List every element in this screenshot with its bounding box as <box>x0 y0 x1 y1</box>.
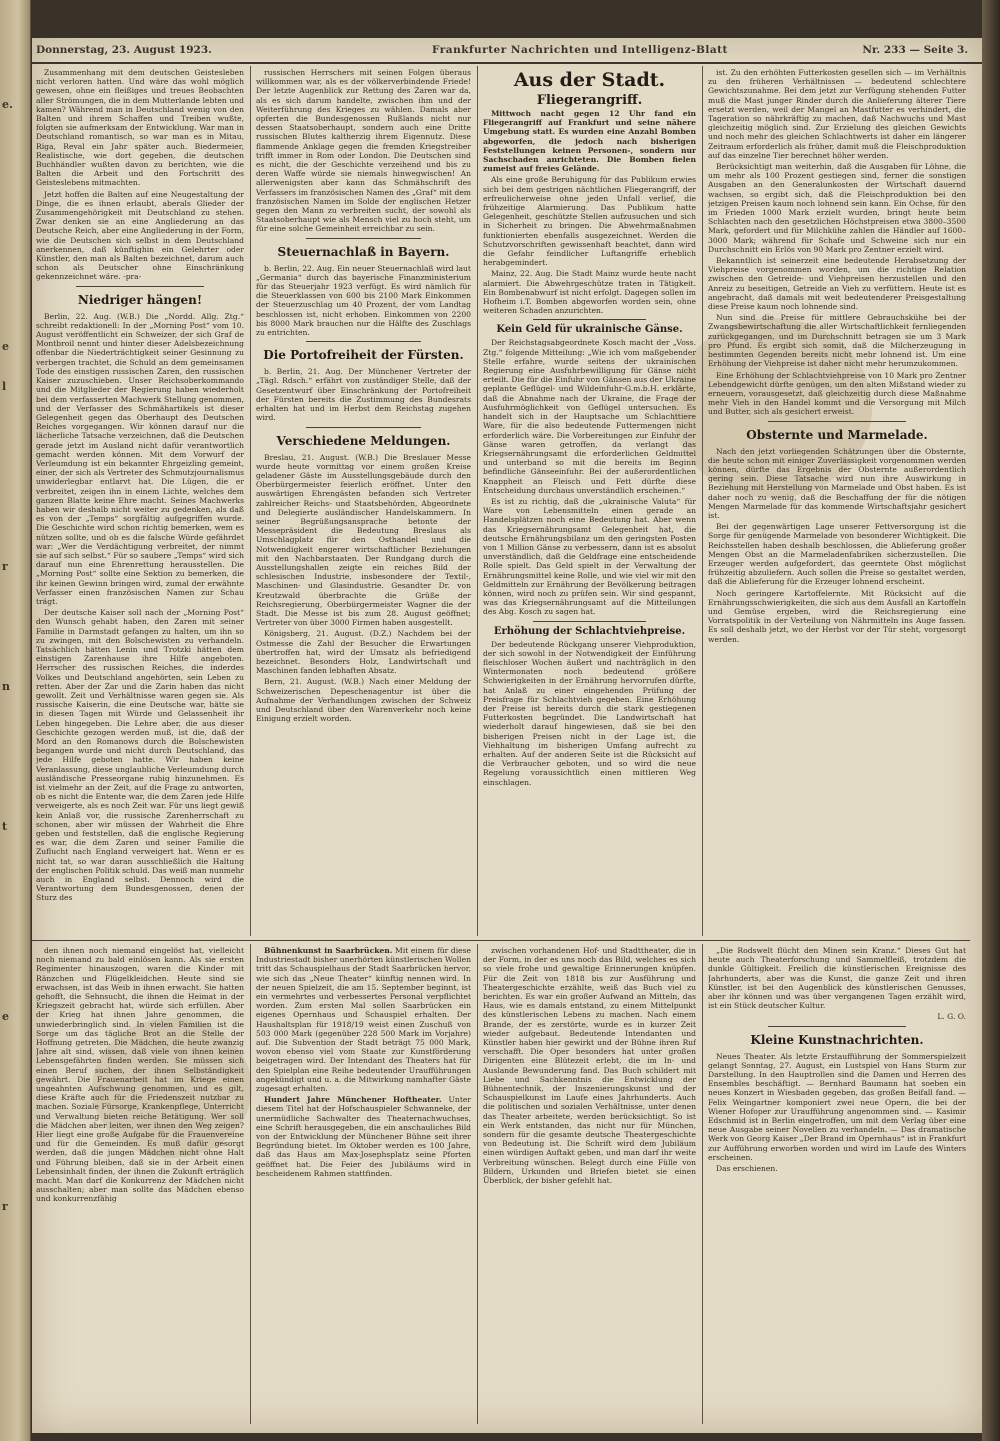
book-binding-edge <box>982 0 1000 1441</box>
article-heading: Hundert Jahre Münchener Hoftheater. <box>264 1095 442 1105</box>
article-heading: Kein Geld für ukrainische Gänse. <box>496 324 683 336</box>
adjacent-page-fragment: e <box>2 340 9 353</box>
article-heading: Steuernachlaß in Bayern. <box>277 244 450 259</box>
article-heading: Obsternte und Marmelade. <box>746 427 928 442</box>
article-divider <box>533 319 646 320</box>
section-title: Aus der Stadt. <box>513 69 666 91</box>
article-divider <box>306 341 421 342</box>
article-text: ist. Zu den erhöhten Futterkosten gesellen sich — im Verhältnis zu den früheren Verhältnissen — bedeutend schlechtere Gewichtszunahme. Bei dem jetzt zur Verfügung stehenden Futter muß die Mast junger Rinder durch die Anlieferung älterer Tiere ersetzt werden, weil der Mangel an Mastfutter es verhindert, die Tageration so nährkräftig zu machen, daß Nachwuchs und Mast gleichzeitig möglich sind. Zur Erzielung des gleichen Gewichts und noch mehr des gleichen Schlachtwerts ist daher ein längerer Zeitraum erforderlich als früher, damit muß die Fleischproduktion auf das einzelne Tier berechnet höher werden. <box>708 68 966 160</box>
article-text: Der deutsche Kaiser soll nach der „Morning Post“ den Wunsch gehabt haben, den Zaren mit seiner Familie in Darmstadt gefangen zu halten, um ihn so zu zwingen, mit den Bolschewisten zu verhandeln. Tatsächlich hätten Lenin und Trotzki hätten dem einstigen Zarenhause ihre Hilfe angeboten. Herrscher des russischen Reiches, die inderdes Volkes und Deutschland angehörten, sein Leben zu retten. Aber der Zar und die Zarin haben das nicht gewollt. Zeit und Verhältnisse waren gegen sie. Als russische Kaiserin, die eine Deutsche war, hätte sie in diesen Tagen mit Würde und Gelassenheit ihr Leben hingegeben. Die Lehre aber, die aus dieser Geschichte gezogen werden muß, ist die, daß der Mord an den Romanows durch die Bolschewisten begangen wurde und nicht durch Deutschland, das jede Hilfe geboten hatte. Wir haben keine Veranlassung, diese unglaubliche Verleumdung durch ausländische Presseorgane ruhig hinzunehmen. Es ist vielmehr an der Zeit, auf die Frage zu antworten, ob es nicht die Entente war, die dem Zaren jede Hilfe verweigerte, als es noch Zeit war. Für uns liegt gewiß kein Anlaß vor, die russische Zarenherrschaft zu schonen, aber wir müssen der Wahrheit die Ehre geben und feststellen, daß die englische Regierung es war, die dem Zaren und seiner Familie die Zuflucht nach England verweigert hat. Wenn er es nicht tat, so war daran ausschließlich die Haltung der englischen Politik schuld. Das weiß man nunmehr auch in England selbst. Dennoch wird die Verantwortung dem Bundesgenossen, denen der Sturz des <box>36 608 244 903</box>
article-heading: Die Portofreiheit der Fürsten. <box>263 348 464 363</box>
column-rule <box>702 66 703 936</box>
feuilleton-column-3 <box>483 946 696 1426</box>
column-2 <box>256 68 471 936</box>
article-text: Zusammenhang mit dem deutschen Geistesleben nicht verloren hatten. Und wäre das wohl möglich gewesen, ohne ein fleißiges und treues Beobachten aller Strömungen, die in dem Mutterlande lebten und kamen? Während man in Deutschland wenig von den Balten und ihrem Schaffen und Treiben wußte, folgten sie aufmerksam der Entwicklung. War man in Deutschland romantisch, so war man es in Mitau, Riga, Reval ein Jahr später auch. Biedermeier, Realistische, wie dort gegeben, die deutschen Buchhändler wußten davon zu berichten, wie die Balten die Arbeit und den Fortschritt des Geisteslebens mitmachten. <box>36 68 244 188</box>
article-lead: Mittwoch nacht gegen 12 Uhr fand ein Fliegerangriff auf Frankfurt und seine nähere Umgebung statt. Es wurden eine Anzahl Bomben abgeworfen, die jedoch nach bisherigen Feststellungen keinen Personen-, sondern nur Sachschaden anrichteten. Die Bomben fielen zumeist auf freies Gelände. <box>483 109 696 174</box>
feuilleton-column-2 <box>256 946 471 1426</box>
article-heading: Fliegerangriff. <box>536 93 643 108</box>
article-divider <box>768 1026 906 1027</box>
article-text: Nun sind die Preise für mittlere Gebrauchskühe bei der Zwangsbewirtschaftung die aller Wirtschaftlichkeit fernliegenden zurückgegangen, und im Durchschnitt betragen sie um 3 Mark pro Pfund. Es ergibt sich somit, daß die Milcherzeugung in bestimmten Gegenden bereits nicht mehr lohnend ist. Um eine Erhöhung der Viehpreise ist daher nicht mehr herumzukommen. <box>708 313 966 369</box>
article-text: Als eine große Beruhigung für das Publikum erwies sich bei dem gestrigen nächtlichen Fliegerangriff, der erfreulicherweise ohne jeden Unfall verlief, die frühzeitige Alarmierung. Das Publikum hatte Gelegenheit, geschützte Stellen aufzusuchen und sich in Sicherheit zu bringen. Die Abwehrmaßnahmen funktionierten ebenfalls ausgezeichnet. Werden die Schutzvorschriften gewissenhaft beachtet, dann wird die Gefahr feindlicher Luftangriffe erheblich herabgemindert. <box>483 175 696 268</box>
article-heading: Bühnenkunst in Saarbrücken. <box>264 946 393 955</box>
adjacent-page-edge <box>0 0 31 1441</box>
column-4 <box>708 68 966 936</box>
article-divider <box>76 286 204 287</box>
newspaper-title: Frankfurter Nachrichten und Intelligenz-Blatt <box>432 44 728 56</box>
article-text: Der bedeutende Rückgang unserer Viehproduktion, der sich sowohl in der Notwendigkeit der Einführung fleischloser Wochen äußert und nachträglich in den Wintermonaten noch bedeutend größere Schwierigkeiten in der Ernährung hervorrufen dürfte, hat Anlaß zu einer eingehenden Prüfung der Preisfrage für Schlachtvieh gegeben. Eine Erhöhung der Preise ist bereits durch die stark gestiegenen Futterkosten begründet. Die Landwirtschaft hat wiederholt darauf hingewiesen, daß sie bei den bisherigen Preisen nicht in der Lage ist, die Viehhaltung im bisherigen Umfang aufrecht zu erhalten. Auf der anderen Seite ist die Rücksicht auf die Verbraucher geboten, und so wird die neue Regelung voraussichtlich einen mittleren Weg einschlagen. <box>483 639 696 787</box>
article-text: Breslau, 21. August. (W.B.) Die Breslauer Messe wurde heute vormittag vor einem großen Kreise geladener Gäste im Ausstellungsgebäude durch den Oberbürgermeister feierlich eröffnet. Unter den auswärtigen Ehrengästen befanden sich Vertreter zahlreicher Reichs- und Staatsbehörden, Abgeordnete und Delegierte ausländischer Handelskammern. In seiner Begrüßungsansprache betonte der Messepräsident die Bedeutung Breslaus als Umschlagplatz für den Osthandel und die Notwendigkeit engerer wirtschaftlicher Beziehungen mit den Nachbarstaaten. Der Rundgang durch die Ausstellungshallen zeigte ein reiches Bild der schlesischen Industrie, insbesondere der Textil-, Maschinen- und Glasindustrie. Gesandter Dr. von Kreutzwald überbrachte die Grüße der Reichsregierung, Oberbürgermeister Wagner die der Stadt. Die Messe ist bis zum 28. August geöffnet; Vertreter von über 3000 Firmen haben ausgestellt. <box>256 452 471 628</box>
article-text: Es ist zu richtig, daß die „ukrainische Valuta“ für Ware von Lebensmitteln einen gerade an Handelsplätzen noch eine Bedeutung hat. Aber wenn das Kriegsernährungsamt Gelegenheit hat, die deutsche Ernährungsbilanz um den geringsten Posten von 1 Million Gänse zu verbessern, dann ist es absolut unverständlich, daß die Geldfrage eine entscheidende Rolle spielt. Das Geld spielt in der Verwaltung der Ernährungsmittel keine Rolle, und wie viel wir mit den Geldmitteln zur Ernährung der Bevölkerung beitragen können, wird noch zu prüfen sein. Wir sind gespannt, was das Kriegsernährungsamt auf die Mitteilungen des Abg. Kosch zu sagen hat. <box>483 496 696 617</box>
article-text-body: Mit einem für diese Industriestadt bisher unerhörten künstlerischen Wollen tritt das Schauspielhaus der Stadt Saarbrücken hervor, wie sich das „Neue Theater“ künftig nennen wird. In der neuen Spielzeit, die am 15. September beginnt, ist ein vermehrtes und verbessertes Personal verpflichtet worden. Zum ersten Mal sollen Saarbrücken ein eigenes Opernhaus und Schauspiel erhalten. Der Haushaltsplan für 1918/19 weist einen Zuschuß von 503 000 Mark (gegenüber 228 500 Mark im Vorjahre) auf. Die Subvention der Stadt beträgt 75 000 Mark, wovon ebenso viel vom Staate zur Kunstförderung beigetragen wird. Der Intendant des Theaters hat für den Spielplan eine Reihe bedeutender Uraufführungen angekündigt und u. a. die Mitwirkung namhafter Gäste zugesagt erhalten. <box>256 946 471 1094</box>
column-rule <box>477 944 478 1424</box>
article-text: den ihnen noch niemand eingelöst hat, vielleicht noch niemand zu bald einlösen kann. Als sie ersten Regimenter hinauszogen, waren die Kinder mit Ränzchen und Flügelkleidchen. Heute sind sie erwachsen, ist das Weib in ihnen erwacht. Sie hatten gehofft, die Sehnsucht, die ihnen die Heimat in der Kriegszeit gebracht hat, würde sich erfüllen. Aber der Krieg hat ihnen Jahre genommen, die unwiederbringlich sind. In vielen Familien ist die Sorge um das tägliche Brot an die Stelle der Hoffnung getreten. Die Mädchen, die heute zwanzig Jahre alt sind, wissen, daß viele von ihnen keinen Lebensgefährten finden werden. Sie müssen sich einen Beruf suchen, der ihnen Selbständigkeit gewährt. Die Frauenarbeit hat im Kriege einen ungeahnten Aufschwung genommen, und es gilt, diese Kräfte auch für die Friedenszeit nutzbar zu machen. Soziale Fürsorge, Krankenpflege, Unterricht und Verwaltung bieten reiche Betätigung. Wer soll die Mädchen aber leiten, wer ihnen den Weg zeigen? Hier liegt eine große Aufgabe für die Frauenvereine und für die Gemeinden. Es muß dafür gesorgt werden, daß die jungen Mädchen nicht ohne Halt und Führung bleiben, daß sie in der Arbeit einen Lebensinhalt finden, der ihnen die Zukunft erträglich macht. Man darf die Konkurrenz der Mädchen nicht ausschalten; aber man sollte das Mädchen ebenso und konkurrenzfähig <box>36 946 244 1204</box>
column-rule <box>477 66 478 936</box>
column-3 <box>483 68 696 936</box>
article-text <box>256 946 471 1093</box>
article-text: Nach den jetzt vorliegenden Schätzungen über die Obsternte, die heute schon mit einiger Zuverlässigkeit vorgenommen werden können, dürfte das Ergebnis der Obsternte außerordentlich gering sein. Diese Tatsache wird nun ihre Auswirkung in Beziehung mit Herstellung von Marmelade und Obst haben. Es ist daher noch zu wenig, daß die Beschaffung der für die nötigen Mengen Marmelade für das kommende Wirtschaftsjahr gesichert ist. <box>708 446 966 520</box>
column-rule <box>250 66 251 936</box>
article-text: Der Reichstagsabgeordnete Kosch macht der „Voss. Ztg.“ folgende Mitteilung: „Wie ich vom maßgebender Stelle erfahre, wurde seitens der ukrainischen Regierung eine Ausfuhrbewilligung für Gänse nicht erteilt. Die für die Einfuhr von Gänsen aus der Ukraine geplante Geflügel- und Wildeinfuhr-G.m.b.H. erklärte, daß die Abnahme nach der Ukraine, die Frage der Ausfuhrmöglichkeit von Geflügel untersuchen. Es handelt sich in der Hauptsache um Schlachttiere Ware, für die also bedeutende Futtermengen nicht erforderlich wäre. Die Vorbereitungen zur Einfuhr der Gänse waren getroffen, da verlangt das Kriegsernährungsamt die erforderlichen Geldmittel und unterband so mit die bereits im Beginn befindliche Gänseeinfuhr. Bei der außerordentlichen Knappheit an Fleisch und Fett dürfte diese Entscheidung durchaus unverständlich erscheinen.“ <box>483 338 696 495</box>
adjacent-page-fragment: l <box>2 380 7 393</box>
article-text <box>256 1095 471 1178</box>
feuilleton-column-1 <box>36 946 244 1426</box>
adjacent-page-fragment: r <box>2 1200 8 1213</box>
article-text: Königsberg, 21. August. (D.Z.) Nachdem bei der Ostmesse die Zahl der Besucher die Erwartungen übertroffen hat, wird der Umsatz als befriedigend bezeichnet. Besonders Holz, Landwirtschaft und Maschinen fanden lebhaften Absatz. <box>256 629 471 676</box>
article-divider <box>306 238 421 239</box>
masthead <box>32 38 982 64</box>
adjacent-page-fragment: n <box>2 680 10 693</box>
article-text: b. Berlin, 21. Aug. Der Münchener Vertreter der „Tägl. Rdsch.“ erfährt von zuständiger Stelle, daß der Gesetzentwurf über Einschränkung der Portofreiheit der Fürsten bereits die Zustimmung des Bundesrats erhalten hat und im Herbst dem Reichstag zugehen wird. <box>256 367 471 423</box>
article-text: b. Berlin, 22. Aug. Ein neuer Steuernachlaß wird laut „Germania“ durch das bayerische Finanzministerium für das Steuerjahr 1923 verfügt. Es wird nämlich für die Steuerklassen von 600 bis 2100 Mark Einkommen der Steuerzuschlag um 40 Prozent, der vom Landtag beschlossen ist, nicht erhoben. Einkommen von 2200 bis 8000 Mark brauchen nur die Hälfte des Zuschlags zu entrichten. <box>256 263 471 338</box>
article-text: „Die Rodswelt flücht den Minen sein Kranz.“ Dieses Gut hat heute auch Theaterforschung und Sammelfleiß, trotzdem die dunkle Gültigkeit. Freilich die künstlerischen Ereignisse des Jahrhunderts, aber was die Kunst, die ganze Zeit und ihren Künstler, ist bei den Augenblick des künstlerischen Genusses, aber ihr können und was über vergangenen Tagen erzählt wird, ist ein Stück deutscher Kultur. <box>708 946 966 1011</box>
adjacent-page-fragment: r <box>2 560 8 573</box>
article-divider <box>533 621 646 622</box>
page-number: Nr. 233 — Seite 3. <box>862 44 968 56</box>
article-text: Bekanntlich ist seinerzeit eine bedeutende Herabsetzung der Viehpreise vorgenommen worden, um die richtige Relation zwischen den Getreide- und Viehpreisen herzustellen und den Anreiz zu beseitigen, Getreide an Vieh zu verfüttern. Heute ist es angebracht, daß damals mit weit bedeutenderer Preisgestaltung diese Preise kaum noch lohnende sind. <box>708 256 966 312</box>
feuilleton-column-4 <box>708 946 966 1426</box>
adjacent-page-fragment: e. <box>2 98 13 111</box>
adjacent-page-fragment: t <box>2 820 8 833</box>
column-rule <box>250 944 251 1424</box>
article-text: Jetzt hoffen die Balten auf eine Neugestaltung der Dinge, die es ihnen erlaubt, aberals Glieder der Zusammengehörigkeit mit Deutschland zu stehen. Zwar denken sie an eine Angliederung an das Deutsche Reich, aber eine Angliederung in der Form, wie die Deutschen sich selbst in dem Deutschland anerkennen, daß künftighin ein Gelehrter oder Künstler, den man als Balten bezeichnet, darum auch schon als Deutscher ohne Einschränkung gekennzeichnet wäre. -pra- <box>36 189 244 282</box>
article-heading: Niedriger hängen! <box>77 292 203 307</box>
article-divider <box>768 421 906 422</box>
article-heading: Verschiedene Meldungen. <box>276 433 451 448</box>
author-signature: L. G. O. <box>937 1012 966 1022</box>
article-text: Das erschienen. <box>716 1164 778 1174</box>
article-divider <box>306 427 421 428</box>
article-heading: Kleine Kunstnachrichten. <box>750 1032 924 1047</box>
article-text: Noch geringere Kartoffelernte. Mit Rücksicht auf die Ernährungsschwierigkeiten, die sich aus dem Ausfall an Kartoffeln und Gemüse ergeben, wird die Reichsregierung eine Vorratspolitik in der Verteilung von Nährmitteln ins Auge fassen. Es soll deshalb jetzt, wo der Herbst vor der Tür steht, vorgesorgt werden. <box>708 588 966 644</box>
section-divider <box>32 940 970 941</box>
article-text-body: Unter diesem Titel hat der Hofschauspieler Schwanneke, der unermüdliche Sachwalter des Theaternachwuchses, eine Schrift herausgegeben, die ein anschauliches Bild von der Entwicklung der Münchener Bühne seit ihrer Begründung bietet. Im Oktober werden es 100 Jahre, daß das Haus am Max-Josephsplatz seine Pforten geöffnet hat. Die Feier des Jubiläums wird in bescheidenem Rahmen stattfinden. <box>256 1095 471 1178</box>
issue-date: Donnerstag, 23. August 1923. <box>36 44 212 56</box>
article-text: Bern, 21. August. (W.B.) Nach einer Meldung der Schweizerischen Depeschenagentur ist über die Aufnahme der Verhandlungen zwischen der Schweiz und Deutschland über den Warenverkehr noch keine Einigung erzielt worden. <box>256 677 471 724</box>
article-text: Bei der gegenwärtigen Lage unserer Fettversorgung ist die Sorge für genügende Marmelade von besonderer Wichtigkeit. Die Reichsstellen haben deshalb beschlossen, die Ablieferung großer Mengen Obst an die Marmeladenfabriken sicherzustellen. Die Erzeuger werden aufgefordert, das geerntete Obst möglichst frühzeitig abzuliefern. Auch sollen die Preise so gestaltet werden, daß die Ablieferung für die Erzeuger lohnend erscheint. <box>708 522 966 587</box>
adjacent-page-fragment: e <box>2 1010 9 1023</box>
article-text: Eine Erhöhung der Schlachtviehpreise von 10 Mark pro Zentner Lebendgewicht dürfte genügen, um den alten Mißstand wieder zu erneuern, vorausgesetzt, daß gleichzeitig durch diese Maßnahme mehr Vieh in den Handel kommt und die Versorgung mit Milch und Butter, sich als gesichert erweist. <box>708 370 966 417</box>
article-text: russischen Herrschers mit seinen Folgen überaus willkommen war, als es der völkerverbindende Friede! Der letzte Augenblick zur Rettung des Zaren war da, als es sich darum handelte, zwischen ihm und der Weiterführung des Krieges zu wählen. Damals aber opferten die Bundesgenossen Rußlands nicht nur dessen Staatsoberhaupt, sondern auch eine Dritte russischen Blutes kaltherzig ihrem Eigennutz. Diese flammende Anklage gegen die fremden Kriegstreiber trifft immer in Rom oder London. Die Deutschen sind es nicht, die der Geschichte verzeihend und bis zu deren Waffe würde sie niemals hinwegwischen! An allerwenigsten aber kann das Schmähschrift des Verfassers im französischen Namen des „Graf“ mit dem französischen Namen im Solde der englischen Hetzer gegen den Mann zu verbreiten sucht, der sowohl als Staatsoberhaupt wie als Mensch viel zu hoch steht, um für eine solche Gemeinheit erreichbar zu sein. <box>256 68 471 234</box>
newspaper-page <box>32 38 982 1433</box>
article-text: Mainz, 22. Aug. Die Stadt Mainz wurde heute nacht alarmiert. Die Abwehrgeschütze traten in Tätigkeit. Ein Bombenabwurf ist nicht erfolgt. Dagegen sollen im Hofheim i.T. Bomben abgeworfen worden sein, ohne weiteren Schaden anzurichten. <box>483 269 696 316</box>
article-text: Berücksichtigt man weiterhin, daß die Ausgaben für Löhne, die um mehr als 100 Prozent gestiegen sind, ferner die sonstigen Ausgaben an den Generalunkosten der Wirtschaft dauernd wachsen, so ergibt sich, daß die Fleischproduktion bei den jetzigen Preisen kaum noch lohnend sein kann. Ein Ochse, für den im Frieden 1000 Mark erzielt wurden, bringt heute beim Schlachten nach den gesetzlichen Höchstpreisen etwa 3800–3500 Mark, gefordert und für Milchkühe zahlen die Händler auf 1600–3000 Mark; während für Schafe und Schweine sich nur ein Durchschnitt ein Erlös von 90 Mark pro Zentner erzielt wird. <box>708 162 966 254</box>
article-heading: Erhöhung der Schlachtviehpreise. <box>493 625 686 637</box>
article-text: Berlin, 22. Aug. (W.B.) Die „Nordd. Allg. Ztg.“ schreibt redaktionell: In der „Morning Post“ vom 10. August veröffentlicht ein Schweizer, der sich Graf de Montbroil nennt und hinter dieser Adelsbezeichnung offenbar die Niederträchtigkeit seiner Gesinnung zu verbergen trachtet, die Schuld an dem gemeinsamen Tode des einstigen russischen Zaren, den russischen Kaiser zuzuschieben. Unser Reichsoberkommando und die Mitglieder der Regierung haben wiederholt bei dem verfasserten Machwerk Stellung genommen, und der Verfasser des Schmähartikels ist dieser Gelegenheit gegen das Oberhaupt des Deutschen Reiches vorgegangen. Wir können darauf nur die lächerliche Tatsache verzeichnen, daß die Deutschen gerade jetzt im Ausland nicht dafür verantwortlich gemacht werden können. Mit dem Vorwurf der Verleumdung ist ein bekannter Ehrgeizling gemeint, einer, der sich als Vertreter des Schmutzjournalismus unwiderlegbar entlarvt hat. Die Lügen, die er verbreitet, zeigen ihn in einem Lichte, welches dem ganzen Blatte keine Ehre macht. Seines Machwerks haben wir deshalb nicht weiter zu gedenken, als daß es von der „Temps“ sorgfältig aufgegriffen wurde. Die Geschichte wird schon richtig bemerken, wem es nützen sollte, und ob es die falsche Würde gefährdet war: „Wer die Verdächtigung verbreitet, der nimmt sie auf sich selbst.“ Für so saubere „Temps“ wird sich darauf nun eine Ehrenrettung herausstellen. Die „Morning Post“ sollte eine Sektion zu bemerken, die ihr keinen Gewinn bringen wird, zumal der erwähnte Verfasser einen französischen Namen zur Schau trägt. <box>36 311 244 606</box>
article-text: Neues Theater. Als letzte Erstaufführung der Sommerspielzeit gelangt Sonntag, 27. August, ein Lustspiel von Hans Sturm zur Darstellung. In den Hauptrollen sind die Damen und Herren des Ensembles beschäftigt. — Bernhard Baumann hat soeben ein neues Konzert in Wiesbaden gegeben, das großen Beifall fand. — Felix Weingartner komponiert zwei neue Opern, die bei der Wiener Hofoper zur Uraufführung angenommen sind. — Kasimir Edschmid ist in Berlin eingetroffen, um mit dem Verlag über eine neue Ausgabe seiner Novellen zu verhandeln. — Das dramatische Werk von Georg Kaiser „Der Brand im Opernhaus“ ist in Frankfurt zur Aufführung erworben worden und wird im Laufe des Winters erscheinen. <box>708 1051 966 1162</box>
column-1 <box>36 68 244 936</box>
article-text: zwischen vorhandenen Hof- und Stadttheater, die in der Form, in der es uns noch das Bild, welches es sich so viele frohe und gewaltige Erinnerungen knüpfen. Für die Zeit von 1818 bis zur Ausführung und Theatergeschichte erzählte, weiß das Buch viel zu berichten. Es war ein großer Aufwand an Mitteln, das Haus, wie es damals entstand, zu einem Mittelpunkt des künstlerischen Lebens zu machen. Nach einem Brande, der es zerstörte, wurde es in kurzer Zeit wieder aufgebaut. Bedeutende Intendanten und Künstler haben hier gewirkt und der Bühne ihren Ruf verschafft. Die Oper besonders hat unter großen Dirigenten eine Blütezeit erlebt, die im In- und Auslande Bewunderung fand. Das Buch schildert mit Liebe und Sachkenntnis die Entwicklung der Bühnentechnik, der Inszenierungskunst und der Schauspielkunst im Laufe eines Jahrhunderts. Auch die politischen und sozialen Verhältnisse, unter denen das Theater arbeitete, werden berücksichtigt. So ist ein Werk entstanden, das nicht nur für München, sondern für die gesamte deutsche Theatergeschichte von Bedeutung ist. Die Schrift wird dem Jubiläum einen würdigen Auftakt geben, und man darf ihr weite Verbreitung wünschen. Belegt durch eine Fülle von Bildern, Urkunden und Briefen bietet sie einen Überblick, der bisher gefehlt hat. <box>483 946 696 1186</box>
column-rule <box>702 944 703 1424</box>
